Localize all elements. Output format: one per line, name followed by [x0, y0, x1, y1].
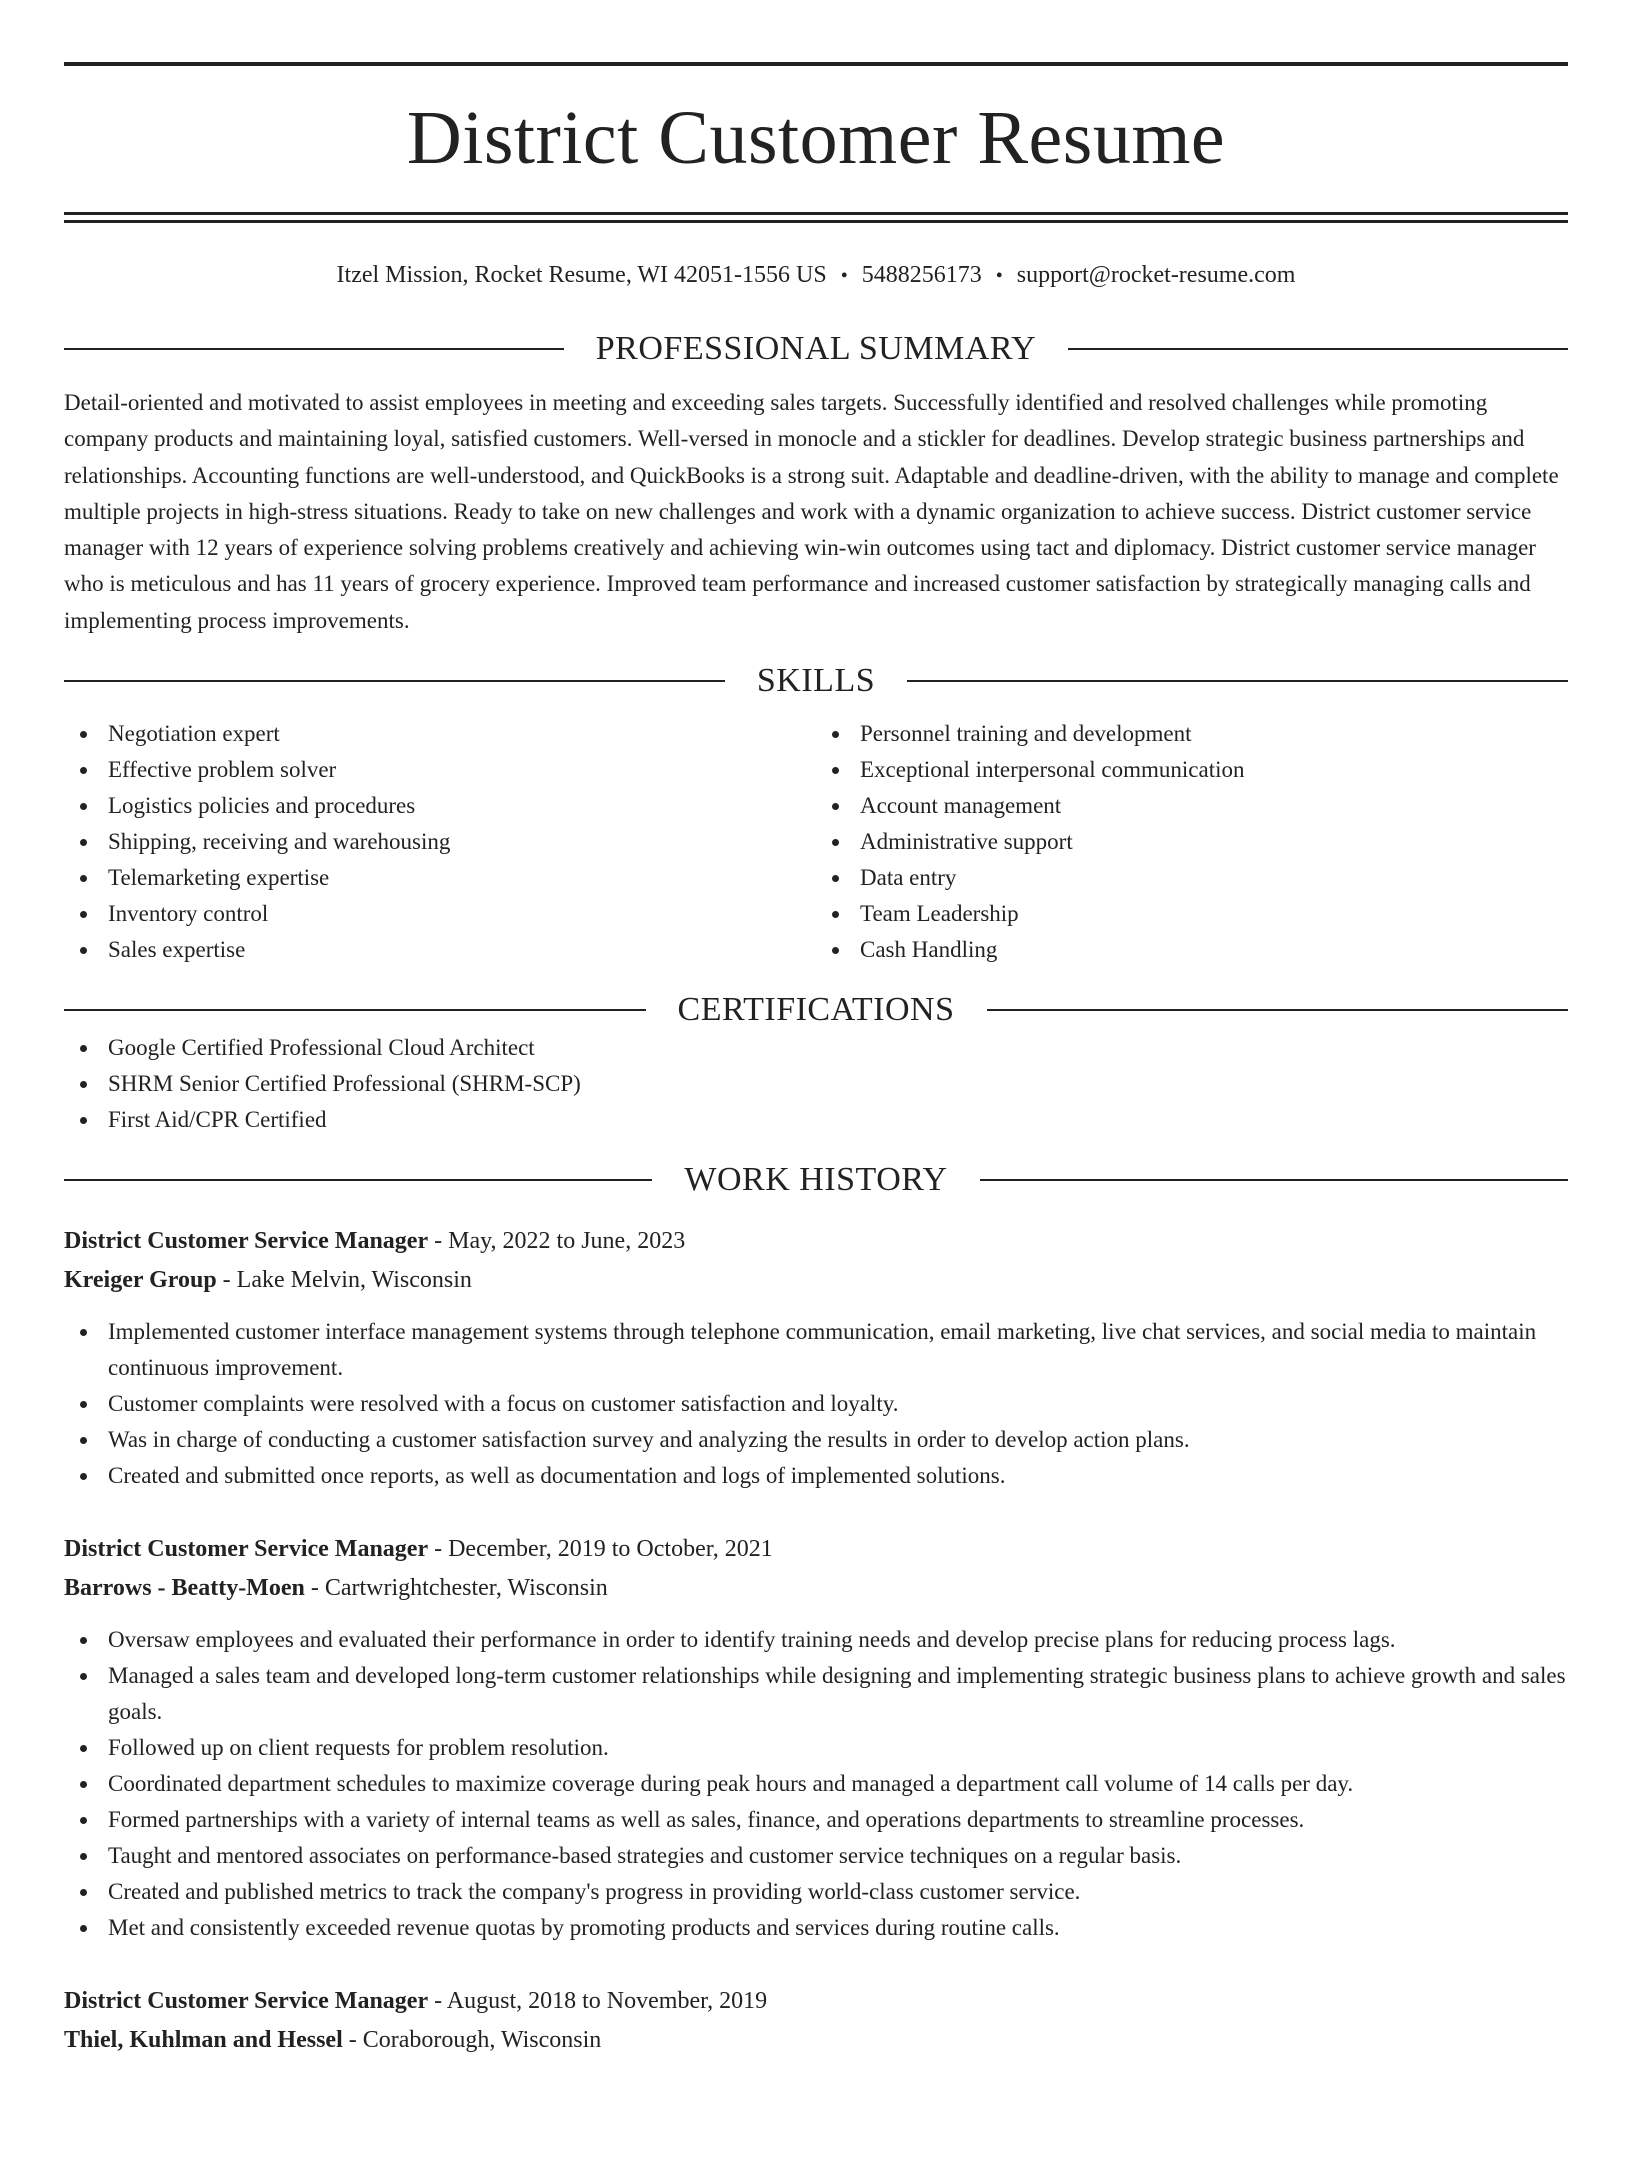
job-dates: - August, 2018 to November, 2019 — [428, 1988, 768, 2015]
skill-item: Team Leadership — [816, 896, 1568, 932]
job-dates: - December, 2019 to October, 2021 — [428, 1536, 773, 1563]
job-bullet: Customer complaints were resolved with a focus on customer satisfaction and loyalty. — [64, 1386, 1568, 1422]
job-entry — [64, 1222, 1568, 1494]
section-heading-skills — [64, 661, 1568, 701]
skill-item: Negotiation expert — [64, 716, 816, 752]
job-bullet: Was in charge of conducting a customer satisfaction survey and analyzing the results in order to develop action plans. — [64, 1422, 1568, 1458]
contact-phone: 5488256173 — [861, 262, 982, 288]
section-title: SKILLS — [756, 662, 876, 700]
work-history-list — [64, 1222, 1568, 2060]
skills-column-right — [816, 716, 1568, 968]
contact-line — [64, 260, 1568, 291]
job-bullet: Created and published metrics to track the company's progress in providing world-class customer service. — [64, 1874, 1568, 1910]
certification-item: Google Certified Professional Cloud Architect — [64, 1030, 1568, 1066]
contact-email: support@rocket-resume.com — [1016, 262, 1296, 288]
job-company: Barrows - Beatty-Moen — [64, 1575, 305, 1602]
skill-item: Effective problem solver — [64, 752, 816, 788]
heading-rule — [907, 680, 1568, 682]
skill-item: Personnel training and development — [816, 716, 1568, 752]
heading-rule — [64, 348, 564, 350]
job-bullets — [64, 1622, 1568, 1946]
contact-separator: • — [995, 265, 1003, 287]
job-location: - Coraborough, Wisconsin — [342, 2027, 602, 2054]
job-entry — [64, 1530, 1568, 1946]
job-bullet: Met and consistently exceeded revenue quotas by promoting products and services during routine calls. — [64, 1910, 1568, 1946]
skill-item: Sales expertise — [64, 932, 816, 968]
job-bullet: Created and submitted once reports, as well as documentation and logs of implemented solutions. — [64, 1458, 1568, 1494]
job-company: Kreiger Group — [64, 1267, 217, 1294]
job-title: District Customer Service Manager — [64, 1228, 429, 1255]
skill-item: Logistics policies and procedures — [64, 788, 816, 824]
job-company: Thiel, Kuhlman and Hessel — [64, 2027, 343, 2054]
section-heading-work-history — [64, 1160, 1568, 1200]
heading-rule — [1068, 348, 1568, 350]
section-heading-summary — [64, 329, 1568, 369]
job-entry — [64, 1982, 1568, 2060]
skill-item: Shipping, receiving and warehousing — [64, 824, 816, 860]
certifications-list — [64, 1030, 1568, 1138]
job-title: District Customer Service Manager — [64, 1536, 429, 1563]
skill-item: Account management — [816, 788, 1568, 824]
certification-item: First Aid/CPR Certified — [64, 1102, 1568, 1138]
certification-item: SHRM Senior Certified Professional (SHRM-SCP) — [64, 1066, 1568, 1102]
skill-item: Exceptional interpersonal communication — [816, 752, 1568, 788]
job-title-line — [64, 1222, 1568, 1261]
job-bullet: Taught and mentored associates on performance-based strategies and customer service techniques on a regular basis. — [64, 1838, 1568, 1874]
job-company-line — [64, 2021, 1568, 2060]
job-title: District Customer Service Manager — [64, 1988, 429, 2015]
job-location: - Lake Melvin, Wisconsin — [216, 1267, 472, 1294]
job-bullet: Coordinated department schedules to maximize coverage during peak hours and managed a department call volume of 14 calls per day. — [64, 1766, 1568, 1802]
skill-item: Cash Handling — [816, 932, 1568, 968]
contact-separator: • — [840, 265, 848, 287]
job-title-line — [64, 1982, 1568, 2021]
job-bullet: Followed up on client requests for problem resolution. — [64, 1730, 1568, 1766]
job-bullet: Formed partnerships with a variety of internal teams as well as sales, finance, and operations departments to streamline processes. — [64, 1802, 1568, 1838]
job-location: - Cartwrightchester, Wisconsin — [304, 1575, 608, 1602]
heading-rule — [64, 1009, 646, 1011]
job-bullet: Oversaw employees and evaluated their performance in order to identify training needs and develop precise plans for reducing process lags. — [64, 1622, 1568, 1658]
skills-column-left — [64, 716, 816, 968]
job-company-line — [64, 1261, 1568, 1300]
job-bullet: Implemented customer interface management systems through telephone communication, email marketing, live chat services, and social media to maintain continuous improvement. — [64, 1314, 1568, 1386]
section-title: WORK HISTORY — [684, 1161, 948, 1199]
heading-rule — [980, 1179, 1568, 1181]
resume-page — [0, 62, 1632, 2174]
summary-text: Detail-oriented and motivated to assist employees in meeting and exceeding sales targets. Successfully identified and resolved challenges while promoting company products and maintaining loyal, satisfied customers. Well-versed in monocle and a stickler for deadlines. Develop strategic business partnerships and relationships. Accounting functions are well-understood, and QuickBooks is a strong suit. Adaptable and deadline-driven, with the ability to manage and complete multiple projects in high-stress situations. Ready to take on new challenges and work with a dynamic organization to achieve success. District customer service manager with 12 years of experience solving problems creatively and achieving win-win outcomes using tact and diplomacy. District customer service manager who is meticulous and has 11 years of grocery experience. Improved team performance and increased customer satisfaction by strategically managing calls and implementing process improvements. — [64, 390, 1559, 633]
job-dates: - May, 2022 to June, 2023 — [428, 1228, 686, 1255]
skills-list — [64, 716, 1568, 968]
skill-item: Inventory control — [64, 896, 816, 932]
heading-rule — [64, 680, 725, 682]
skill-item: Telemarketing expertise — [64, 860, 816, 896]
section-title: PROFESSIONAL SUMMARY — [595, 330, 1037, 367]
section-heading-certifications — [64, 990, 1568, 1030]
contact-address: Itzel Mission, Rocket Resume, WI 42051-1556 US — [336, 262, 827, 288]
job-company-line — [64, 1569, 1568, 1608]
job-bullet: Managed a sales team and developed long-term customer relationships while designing and implementing strategic business plans to achieve growth and sales goals. — [64, 1658, 1568, 1730]
title-double-rule — [64, 212, 1568, 223]
heading-rule — [64, 1179, 652, 1181]
job-bullets — [64, 1314, 1568, 1494]
resume-title: District Customer Resume — [406, 96, 1226, 180]
skill-item: Data entry — [816, 860, 1568, 896]
skill-item: Administrative support — [816, 824, 1568, 860]
section-title: CERTIFICATIONS — [677, 991, 955, 1029]
heading-rule — [987, 1009, 1569, 1011]
job-title-line — [64, 1530, 1568, 1569]
